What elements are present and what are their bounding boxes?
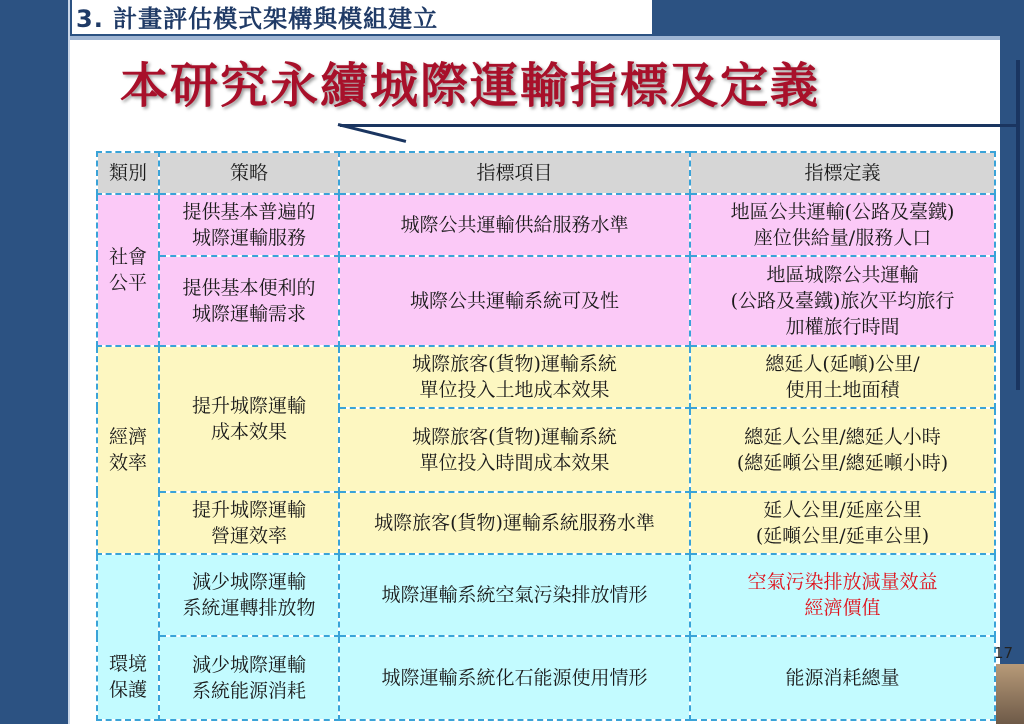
definition-cell: 總延人公里/總延人小時 (總延噸公里/總延噸小時) [690,408,995,492]
table-row [97,256,995,346]
category-environment: 環境 保護 [97,554,159,720]
indicator-cell: 城際運輸系統化石能源使用情形 [339,636,690,720]
indicator-cell: 城際公共運輸系統可及性 [339,256,690,346]
strategy-cell: 提升城際運輸 成本效果 [159,346,339,492]
indicator-cell: 城際運輸系統空氣污染排放情形 [339,554,690,636]
indicator-table [96,151,996,721]
definition-cell: 地區公共運輸(公路及臺鐵) 座位供給量/服務人口 [690,194,995,256]
column-header-definition: 指標定義 [690,152,995,194]
strategy-cell: 提供基本普遍的 城際運輸服務 [159,194,339,256]
indicator-cell: 城際旅客(貨物)運輸系統服務水準 [339,492,690,554]
table-header-row [97,152,995,194]
title-underline [340,124,1020,127]
strategy-cell: 提升城際運輸 營運效率 [159,492,339,554]
category-economic: 經濟 效率 [97,346,159,554]
definition-cell: 延人公里/延座公里 (延噸公里/延車公里) [690,492,995,554]
category-social: 社會 公平 [97,194,159,346]
right-frame [1000,0,1024,724]
strategy-cell: 提供基本便利的 城際運輸需求 [159,256,339,346]
definition-cell: 地區城際公共運輸 (公路及臺鐵)旅次平均旅行 加權旅行時間 [690,256,995,346]
strategy-cell: 減少城際運輸 系統運轉排放物 [159,554,339,636]
table-row [97,554,995,636]
definition-cell-highlight: 空氣污染排放減量效益 經濟價值 [690,554,995,636]
column-header-strategy: 策略 [159,152,339,194]
column-header-indicator: 指標項目 [339,152,690,194]
column-header-category: 類別 [97,152,159,194]
top-strip [0,36,1024,40]
indicator-cell: 城際旅客(貨物)運輸系統 單位投入土地成本效果 [339,346,690,408]
left-frame [0,0,68,724]
indicator-cell: 城際公共運輸供給服務水準 [339,194,690,256]
table-row [97,346,995,408]
right-frame-accent [1016,60,1020,390]
left-frame-line [68,0,70,724]
strategy-cell: 減少城際運輸 系統能源消耗 [159,636,339,720]
definition-cell: 能源消耗總量 [690,636,995,720]
page-title: 本研究永續城際運輸指標及定義 [120,58,821,114]
corner-decoration [996,664,1024,724]
indicator-cell: 城際旅客(貨物)運輸系統 單位投入時間成本效果 [339,408,690,492]
section-title: 3. 計畫評估模式架構與模組建立 [76,5,439,33]
page-number: 17 [994,644,1014,662]
table-row [97,492,995,554]
table-row [97,194,995,256]
table-row [97,636,995,720]
definition-cell: 總延人(延噸)公里/ 使用土地面積 [690,346,995,408]
